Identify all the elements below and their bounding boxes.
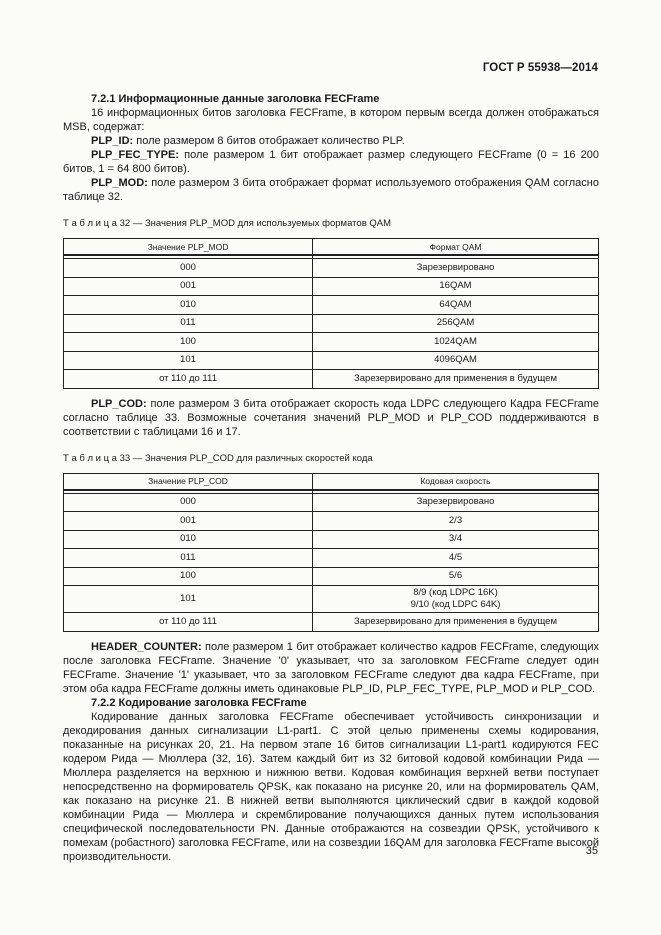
page-content [63, 92, 599, 864]
header-counter-paragraph [63, 640, 599, 696]
rate-line-2: 9/10 (код LDPC 64K) [410, 599, 501, 610]
plp-mod-term: PLP_MOD: [91, 177, 148, 189]
table-cell: 001 [64, 512, 313, 531]
plp-fec-type-text: поле размером 1 бит отображает размер следующего FECFrame (0 = 16 200 битов, 1 = 64 800 битов). [63, 149, 599, 175]
section-7-2-1-title: 7.2.1 Информационные данные заголовка FECFrame [91, 93, 380, 105]
table-row [64, 351, 599, 370]
table-cell: 64QAM [313, 296, 599, 315]
table-cell: 011 [64, 314, 313, 333]
table-row [64, 296, 599, 315]
table-33-caption-text: 33 — Значения PLP_COD для различных скоростей кода [116, 452, 373, 464]
table-row [64, 314, 599, 333]
table-row [64, 333, 599, 352]
table-row [64, 586, 599, 613]
table-cell: Зарезервировано для применения в будущем [313, 613, 599, 632]
plp-id-text: поле размером 8 битов отображает количество PLP. [133, 135, 405, 147]
table-33 [63, 473, 599, 632]
table-cell: 011 [64, 549, 313, 568]
plp-fec-type-term: PLP_FEC_TYPE: [91, 149, 180, 161]
section-7-2-2-title: 7.2.2 Кодирование заголовка FECFrame [91, 696, 307, 709]
table-header-row [64, 239, 599, 256]
table-32 [63, 238, 599, 389]
table-cell: 010 [64, 530, 313, 549]
table-cell: от 110 до 111 [64, 370, 313, 389]
table-32-caption-text: 32 — Значения PLP_MOD для используемых форматов QAM [116, 218, 392, 229]
table-row [64, 493, 599, 512]
table-cell [313, 586, 599, 613]
table-cell: 4096QAM [313, 351, 599, 370]
table-cell: Зарезервировано [313, 493, 599, 512]
table-row [64, 259, 599, 278]
table-cell: от 110 до 111 [64, 613, 313, 632]
plp-mod-text: поле размером 3 бита отображает формат используемого отображения QAM согласно таблице 32. [63, 177, 599, 203]
rate-line-1: 8/9 (код LDPC 16K) [413, 587, 498, 598]
table-33-col-value: Значение PLP_COD [64, 473, 313, 490]
plp-mod-paragraph [63, 176, 599, 204]
table-cell: 000 [64, 493, 313, 512]
table-row [64, 549, 599, 568]
table-32-caption [63, 217, 599, 231]
standard-header: ГОСТ Р 55938—2014 [482, 62, 598, 74]
table-row [64, 530, 599, 549]
table-32-col-format: Формат QAM [313, 239, 599, 256]
table-33-col-rate: Кодовая скорость [313, 473, 599, 490]
table-cell: 000 [64, 259, 313, 278]
table-cell: 101 [64, 586, 313, 613]
header-counter-term: HEADER_COUNTER: [91, 640, 202, 653]
plp-cod-text: поле размером 3 бита отображает скорость кода LDPC следующего Кадра FECFrame согласно таблице 33. Возможные сочетания значений PLP_MOD и PLP_COD поддерживаются в соответствии с таблицами 16 и 17. [63, 397, 599, 438]
plp-fec-type-paragraph [63, 148, 599, 176]
table-cell: 5/6 [313, 567, 599, 586]
table-row [64, 512, 599, 531]
table-cell: 101 [64, 351, 313, 370]
table-cell: 010 [64, 296, 313, 315]
table-cell: 256QAM [313, 314, 599, 333]
table-cell: Зарезервировано [313, 259, 599, 278]
table-cell: 2/3 [313, 512, 599, 531]
table-cell: 1024QAM [313, 333, 599, 352]
table-32-caption-prefix: Т а б л и ц а [63, 218, 117, 229]
header-counter-text: поле размером 1 бит отображает количество кадров FECFrame, следующих после заголовка FECFrame. Значение '0' указывает, что за заголовком FECFrame следует один FECFrame. Значение '1' указывает, что за заголовком FECFrame следуют два кадра FECFrame, при этом оба кадра FECFrame должны иметь одинаковые PLP_ID, PLP_FEC_TYPE, PLP_MOD и PLP_COD. [63, 640, 599, 695]
page-number: 35 [585, 845, 598, 857]
table-cell: 100 [64, 333, 313, 352]
table-32-col-value: Значение PLP_MOD [64, 239, 313, 256]
section-7-2-2-text: Кодирование данных заголовка FECFrame обеспечивает устойчивость синхронизации и декодирования данных сигнализации L1-part1. С этой целью применены схемы кодирования, показанные на рисунках 20, 21. На первом этапе 16 битов сигнализации L1-part1 кодируются FEC кодером Рида — Мюллера (32, 16). Затем каждый бит из 32 битовой кодовой комбинации Рида — Мюллера разделяется на верхнюю и нижнюю ветви. Кодовая комбинация верхней ветви поступает непосредственно на формирователь QPSK, как показано на рисунке 20, или на формирователь QAM, как показано на рисунке 21. В нижней ветви выполняются циклический сдвиг в каждой кодовой комбинации Рида — Мюллера и скремблирование получающихся данных путем использования специфической последовательности PN. Данные отображаются на созвездии QPSK, устойчивого к помехам (робастного) заголовка FECFrame, или на созвездии 16QAM для заголовка FECFrame высокой производительности. [63, 710, 599, 863]
table-cell: Зарезервировано для применения в будущем [313, 370, 599, 389]
section-7-2-1-intro: 16 информационных битов заголовка FECFrame, в котором первым всегда должен отображаться MSB, содержат: [63, 107, 599, 133]
table-cell: 001 [64, 277, 313, 296]
table-33-caption-prefix: Т а б л и ц а [63, 452, 117, 464]
plp-cod-term: PLP_COD: [91, 397, 147, 410]
plp-id-paragraph [63, 134, 599, 148]
table-row [64, 370, 599, 389]
table-row [64, 567, 599, 586]
table-cell: 100 [64, 567, 313, 586]
table-33-caption [63, 452, 599, 466]
table-cell: 4/5 [313, 549, 599, 568]
table-cell: 16QAM [313, 277, 599, 296]
plp-id-term: PLP_ID: [91, 135, 134, 147]
table-row [64, 277, 599, 296]
table-cell: 3/4 [313, 530, 599, 549]
table-header-row [64, 473, 599, 490]
plp-cod-paragraph [63, 397, 599, 439]
table-row [64, 613, 599, 632]
